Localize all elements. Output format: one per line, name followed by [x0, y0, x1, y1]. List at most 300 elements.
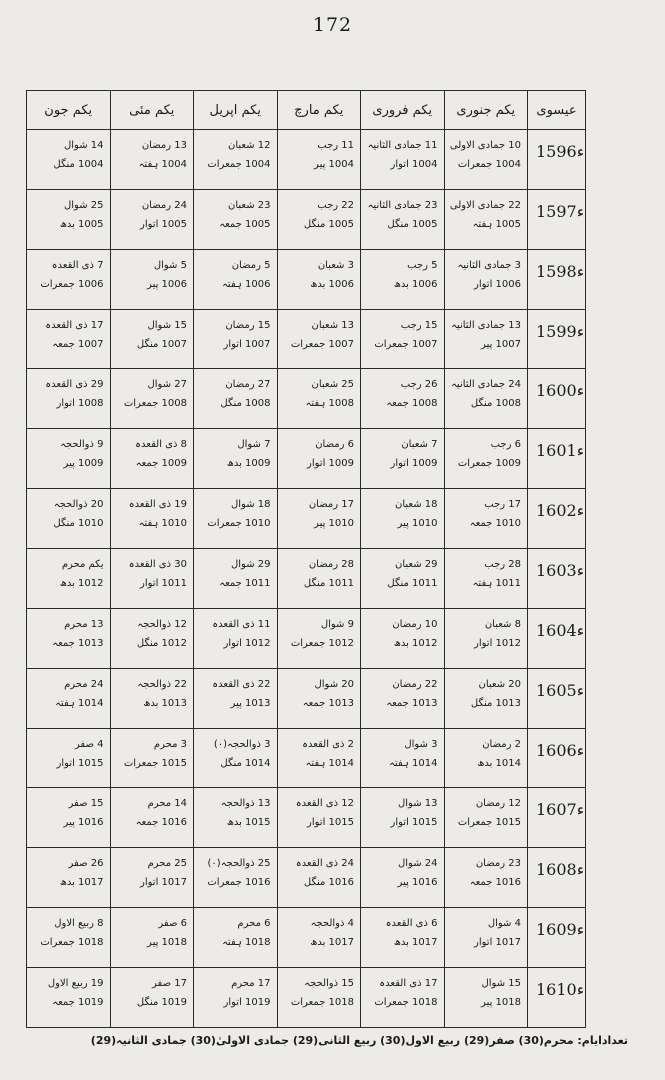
date-cell [444, 608, 528, 668]
hijri-date: 6 رمضان [315, 439, 354, 451]
header-row [27, 91, 586, 130]
date-cell [277, 249, 361, 309]
hijri-date: 30 ذی القعدہ [128, 559, 187, 571]
footer-month-lengths: تعدادایام: محرم(30) صفر(29) ربیع الاول(30) ربیع الثانی(29) جمادی الاولیٰ(30) جمادی الثانیہ(29) [90, 1034, 628, 1047]
hijri-year-weekday: 1012 بدھ [393, 637, 438, 649]
hijri-date: 3 ذوالحجہ(۰) [213, 738, 271, 750]
hijri-year-weekday: 1006 اتوار [474, 278, 521, 290]
hijri-year-weekday: 1013 جمعہ [52, 637, 104, 649]
hijri-date: 26 رجب [400, 379, 438, 391]
hijri-date: 7 شوال [237, 439, 271, 451]
hijri-year-weekday: 1004 منگل [53, 159, 104, 170]
hijri-date: 24 رمضان [141, 199, 187, 211]
hijri-date: 27 رمضان [225, 379, 271, 391]
date-cell [277, 968, 361, 1028]
hijri-date: 25 شعبان [311, 379, 354, 391]
hijri-date: 5 رجب [407, 259, 438, 271]
hijri-year-weekday: 1005 بدھ [59, 218, 104, 230]
date-cell [361, 668, 445, 728]
hijri-date: 8 ذی القعدہ [135, 439, 187, 451]
hijri-date: 13 رمضان [141, 140, 187, 151]
hijri-year-weekday: 1004 اتوار [390, 159, 438, 170]
date-cell [194, 848, 278, 908]
hijri-date: 28 رجب [484, 559, 521, 571]
hijri-date: 10 جمادی الاولی [449, 140, 521, 151]
date-cell [277, 309, 361, 369]
hijri-date: 20 شعبان [478, 678, 521, 690]
hijri-year-weekday: 1015 اتوار [390, 817, 438, 829]
hijri-year-weekday: 1018 ہفتہ [222, 937, 271, 949]
hijri-date: 23 جمادی الثانیہ [367, 199, 438, 211]
hijri-date: 23 رمضان [475, 858, 521, 870]
hijri-year-weekday: 1012 اتوار [474, 637, 521, 649]
year-cell: 1600ء [528, 369, 586, 429]
date-cell [194, 489, 278, 549]
date-cell [27, 489, 111, 549]
hijri-year-weekday: 1007 اتوار [223, 338, 271, 350]
date-cell [444, 489, 528, 549]
hijri-date: 3 محرم [153, 738, 187, 750]
date-cell [110, 848, 194, 908]
date-cell [444, 549, 528, 609]
hijri-date: 19 ذی القعدہ [128, 499, 187, 511]
year-cell: 1597ء [528, 189, 586, 249]
date-cell [277, 189, 361, 249]
hijri-year-weekday: 1014 منگل [220, 757, 271, 769]
hijri-date: 22 رجب [317, 199, 354, 211]
date-cell [194, 130, 278, 190]
hijri-year-weekday: 1009 بدھ [226, 458, 271, 470]
hijri-date: 29 شعبان [394, 559, 438, 571]
hijri-date: 13 محرم [64, 618, 104, 630]
date-cell [277, 848, 361, 908]
hijri-date: 8 شعبان [484, 618, 521, 630]
hijri-year-weekday: 1012 منگل [136, 637, 187, 649]
hijri-date: 15 صفر [68, 798, 104, 810]
date-cell [444, 309, 528, 369]
hijri-date: 19 ربیع الاول [47, 978, 104, 990]
hijri-date: 9 شوال [320, 618, 354, 630]
date-cell [361, 429, 445, 489]
hijri-date: 3 جمادی الثانیہ [457, 259, 521, 271]
table-row [27, 130, 586, 190]
date-cell [194, 189, 278, 249]
hijri-year-weekday: 1015 اتوار [307, 817, 354, 829]
hijri-year-weekday: 1004 جمعرات [207, 159, 271, 170]
hijri-year-weekday: 1018 جمعرات [290, 997, 354, 1009]
hijri-date: 22 ذوالحجہ [137, 678, 187, 690]
hijri-date: 24 ذی القعدہ [295, 858, 354, 870]
date-cell [194, 369, 278, 429]
hijri-date: 22 جمادی الاولی [449, 199, 521, 211]
date-cell [194, 608, 278, 668]
hijri-calendar-table [26, 90, 586, 1028]
date-cell [27, 549, 111, 609]
date-cell [27, 788, 111, 848]
hijri-year-weekday: 1013 جمعہ [302, 697, 354, 709]
hijri-date: 3 شوال [404, 738, 438, 750]
hijri-date: 25 شوال [63, 199, 104, 211]
hijri-year-weekday: 1015 جمعرات [123, 757, 187, 769]
date-cell [194, 788, 278, 848]
hijri-year-weekday: 1016 پیر [397, 877, 438, 889]
hijri-date: یکم محرم [61, 559, 104, 571]
date-cell [444, 788, 528, 848]
hijri-date: 6 رجب [490, 439, 521, 451]
hijri-date: 22 ذی القعدہ [212, 678, 271, 690]
hijri-year-weekday: 1010 پیر [397, 518, 438, 530]
hijri-date: 11 رجب [317, 140, 354, 151]
header-col: یکم مئی [110, 91, 194, 130]
hijri-year-weekday: 1010 جمعہ [469, 518, 521, 530]
hijri-date: 29 شوال [230, 559, 271, 571]
hijri-year-weekday: 1015 جمعرات [457, 817, 521, 829]
hijri-year-weekday: 1014 ہفتہ [305, 757, 354, 769]
hijri-date: 6 محرم [237, 918, 271, 930]
header-col: یکم مارچ [277, 91, 361, 130]
date-cell [361, 728, 445, 788]
date-cell [361, 369, 445, 429]
date-cell [27, 309, 111, 369]
hijri-year-weekday: 1017 اتوار [474, 937, 521, 949]
hijri-year-weekday: 1013 پیر [230, 697, 271, 709]
year-cell: 1601ء [528, 429, 586, 489]
hijri-date: 20 ذوالحجہ [53, 499, 104, 511]
date-cell [27, 189, 111, 249]
year-cell: 1606ء [528, 728, 586, 788]
date-cell [110, 309, 194, 369]
date-cell [27, 848, 111, 908]
hijri-year-weekday: 1008 اتوار [56, 398, 104, 410]
date-cell [277, 728, 361, 788]
table-row [27, 309, 586, 369]
date-cell [27, 130, 111, 190]
hijri-year-weekday: 1007 پیر [481, 338, 521, 350]
date-cell [444, 728, 528, 788]
hijri-year-weekday: 1017 بدھ [393, 937, 438, 949]
date-cell [27, 249, 111, 309]
hijri-year-weekday: 1007 جمعہ [52, 338, 104, 350]
table-row [27, 369, 586, 429]
hijri-date: 4 شوال [487, 918, 521, 930]
hijri-year-weekday: 1006 بدھ [310, 278, 354, 290]
date-cell [110, 189, 194, 249]
date-cell [277, 130, 361, 190]
date-cell [194, 668, 278, 728]
date-cell [361, 788, 445, 848]
year-cell: 1599ء [528, 309, 586, 369]
hijri-date: 5 رمضان [231, 259, 271, 271]
date-cell [27, 968, 111, 1028]
hijri-year-weekday: 1011 اتوار [140, 578, 187, 590]
hijri-date: 15 شوال [147, 319, 187, 331]
hijri-date: 12 رمضان [475, 798, 521, 810]
hijri-year-weekday: 1006 بدھ [393, 278, 438, 290]
date-cell [110, 788, 194, 848]
year-cell: 1609ء [528, 908, 586, 968]
hijri-year-weekday: 1009 اتوار [307, 458, 354, 470]
hijri-date: 17 صفر [152, 978, 187, 990]
hijri-year-weekday: 1013 جمعہ [386, 697, 438, 709]
table-row [27, 429, 586, 489]
hijri-year-weekday: 1019 اتوار [223, 997, 271, 1009]
hijri-date: 2 ذی القعدہ [302, 738, 354, 750]
date-cell [277, 369, 361, 429]
hijri-date: 6 صفر [158, 918, 187, 930]
hijri-year-weekday: 1016 منگل [303, 877, 354, 889]
table-row [27, 189, 586, 249]
header-col: یکم جنوری [444, 91, 528, 130]
date-cell [110, 549, 194, 609]
date-cell [444, 130, 528, 190]
hijri-year-weekday: 1006 جمعرات [40, 278, 104, 290]
hijri-year-weekday: 1011 جمعہ [219, 578, 271, 590]
hijri-date: 25 محرم [147, 858, 187, 870]
date-cell [444, 429, 528, 489]
hijri-date: 13 جمادی الثانیہ [451, 319, 521, 331]
hijri-year-weekday: 1018 پیر [147, 937, 187, 949]
date-cell [444, 189, 528, 249]
year-cell: 1603ء [528, 549, 586, 609]
date-cell [194, 728, 278, 788]
hijri-date: 15 ذوالحجہ [304, 978, 354, 990]
hijri-year-weekday: 1007 جمعرات [374, 338, 438, 350]
hijri-date: 11 ذی القعدہ [212, 618, 271, 630]
year-cell: 1607ء [528, 788, 586, 848]
hijri-year-weekday: 1011 ہفتہ [472, 578, 521, 590]
date-cell [361, 130, 445, 190]
hijri-year-weekday: 1009 جمعہ [135, 458, 187, 470]
hijri-year-weekday: 1004 ہفتہ [138, 159, 187, 170]
hijri-year-weekday: 1007 جمعرات [290, 338, 354, 350]
hijri-date: 12 ذوالحجہ [137, 618, 187, 630]
date-cell [277, 788, 361, 848]
year-cell: 1608ء [528, 848, 586, 908]
hijri-year-weekday: 1016 جمعہ [469, 877, 521, 889]
year-cell: 1605ء [528, 668, 586, 728]
date-cell [361, 549, 445, 609]
hijri-date: 17 ذی القعدہ [379, 978, 438, 990]
hijri-year-weekday: 1008 جمعہ [386, 398, 438, 410]
hijri-date: 5 شوال [153, 259, 187, 271]
hijri-date: 26 صفر [68, 858, 104, 870]
date-cell [110, 728, 194, 788]
year-cell: 1604ء [528, 608, 586, 668]
date-cell [361, 189, 445, 249]
hijri-date: 13 ذوالحجہ [220, 798, 271, 810]
table-row [27, 848, 586, 908]
hijri-date: 14 شوال [63, 140, 104, 151]
hijri-date: 12 شعبان [227, 140, 271, 151]
hijri-year-weekday: 1010 منگل [53, 518, 104, 530]
hijri-date: 29 ذی القعدہ [45, 379, 104, 391]
date-cell [361, 968, 445, 1028]
hijri-date: 24 محرم [64, 678, 104, 690]
hijri-date: 12 ذی القعدہ [295, 798, 354, 810]
hijri-year-weekday: 1008 منگل [470, 398, 521, 410]
table-row [27, 489, 586, 549]
date-cell [27, 908, 111, 968]
date-cell [110, 908, 194, 968]
date-cell [110, 668, 194, 728]
year-cell: 1598ء [528, 249, 586, 309]
hijri-year-weekday: 1017 بدھ [59, 877, 104, 889]
hijri-date: 18 شوال [230, 499, 271, 511]
date-cell [194, 549, 278, 609]
hijri-year-weekday: 1016 جمعرات [207, 877, 271, 889]
date-cell [361, 608, 445, 668]
hijri-date: 7 ذی القعدہ [51, 259, 104, 271]
date-cell [361, 848, 445, 908]
hijri-year-weekday: 1013 منگل [470, 697, 521, 709]
header-col: یکم اپریل [194, 91, 278, 130]
hijri-year-weekday: 1014 بدھ [477, 757, 521, 769]
hijri-date: 20 شوال [314, 678, 354, 690]
hijri-year-weekday: 1011 منگل [303, 578, 354, 590]
hijri-year-weekday: 1005 منگل [387, 218, 438, 230]
hijri-date: 17 محرم [231, 978, 271, 990]
hijri-year-weekday: 1018 جمعرات [40, 937, 104, 949]
hijri-year-weekday: 1008 جمعرات [123, 398, 187, 410]
hijri-year-weekday: 1006 ہفتہ [222, 278, 271, 290]
hijri-year-weekday: 1019 منگل [136, 997, 187, 1009]
hijri-year-weekday: 1015 بدھ [226, 817, 271, 829]
date-cell [444, 369, 528, 429]
hijri-year-weekday: 1005 ہفتہ [472, 218, 521, 230]
date-cell [110, 249, 194, 309]
hijri-year-weekday: 1016 جمعہ [135, 817, 187, 829]
table-row [27, 249, 586, 309]
date-cell [194, 309, 278, 369]
date-cell [277, 549, 361, 609]
hijri-year-weekday: 1019 جمعہ [52, 997, 104, 1009]
date-cell [110, 489, 194, 549]
hijri-date: 4 ذوالحجہ [310, 918, 354, 930]
table-row [27, 788, 586, 848]
hijri-date: 14 محرم [147, 798, 187, 810]
header-col: یکم فروری [361, 91, 445, 130]
date-cell [277, 429, 361, 489]
date-cell [277, 608, 361, 668]
page-number: 172 [312, 14, 353, 36]
hijri-year-weekday: 1005 اتوار [140, 218, 187, 230]
date-cell [194, 429, 278, 489]
hijri-year-weekday: 1008 ہفتہ [305, 398, 354, 410]
hijri-year-weekday: 1010 پیر [314, 518, 354, 530]
year-cell: 1610ء [528, 968, 586, 1028]
hijri-date: 8 ربیع الاول [54, 918, 104, 930]
hijri-year-weekday: 1004 پیر [314, 159, 354, 170]
hijri-year-weekday: 1015 اتوار [56, 757, 104, 769]
date-cell [110, 429, 194, 489]
date-cell [361, 249, 445, 309]
year-cell: 1596ء [528, 130, 586, 190]
date-cell [194, 968, 278, 1028]
hijri-date: 13 شوال [397, 798, 438, 810]
date-cell [110, 130, 194, 190]
hijri-year-weekday: 1009 جمعرات [457, 458, 521, 470]
table-row [27, 908, 586, 968]
hijri-date: 9 ذوالحجہ [60, 439, 104, 451]
table-row [27, 608, 586, 668]
hijri-date: 22 رمضان [392, 678, 438, 690]
hijri-date: 18 شعبان [394, 499, 438, 511]
date-cell [110, 608, 194, 668]
date-cell [444, 668, 528, 728]
hijri-year-weekday: 1018 پیر [481, 997, 521, 1009]
table-row [27, 668, 586, 728]
hijri-year-weekday: 1008 منگل [220, 398, 271, 410]
date-cell [27, 369, 111, 429]
hijri-year-weekday: 1016 پیر [63, 817, 104, 829]
hijri-year-weekday: 1005 منگل [303, 218, 354, 230]
date-cell [27, 728, 111, 788]
date-cell [444, 848, 528, 908]
table-row [27, 968, 586, 1028]
date-cell [194, 908, 278, 968]
hijri-date: 11 جمادی الثانیہ [367, 140, 438, 151]
hijri-year-weekday: 1017 اتوار [140, 877, 187, 889]
date-cell [277, 489, 361, 549]
hijri-date: 3 شعبان [317, 259, 354, 271]
date-cell [27, 429, 111, 489]
hijri-date: 4 صفر [74, 738, 104, 750]
hijri-date: 15 شوال [481, 978, 521, 990]
date-cell [361, 908, 445, 968]
hijri-year-weekday: 1004 جمعرات [457, 159, 521, 170]
table-row [27, 728, 586, 788]
hijri-year-weekday: 1011 منگل [387, 578, 438, 590]
hijri-year-weekday: 1010 جمعرات [207, 518, 271, 530]
header-col: یکم جون [27, 91, 111, 130]
date-cell [110, 369, 194, 429]
hijri-year-weekday: 1014 ہفتہ [55, 697, 104, 709]
hijri-year-weekday: 1007 منگل [136, 338, 187, 350]
hijri-date: 15 رمضان [225, 319, 271, 331]
hijri-year-weekday: 1010 ہفتہ [138, 518, 187, 530]
hijri-year-weekday: 1009 پیر [63, 458, 104, 470]
hijri-year-weekday: 1017 بدھ [310, 937, 354, 949]
hijri-date: 13 شعبان [311, 319, 354, 331]
date-cell [27, 668, 111, 728]
hijri-date: 24 شوال [397, 858, 438, 870]
hijri-year-weekday: 1012 اتوار [223, 637, 271, 649]
date-cell [277, 668, 361, 728]
hijri-year-weekday: 1013 بدھ [143, 697, 187, 709]
date-cell [444, 908, 528, 968]
hijri-date: 6 ذی القعدہ [385, 918, 438, 930]
hijri-date: 28 رمضان [308, 559, 354, 571]
hijri-year-weekday: 1012 جمعرات [290, 637, 354, 649]
date-cell [110, 968, 194, 1028]
hijri-date: 25 ذوالحجہ(۰) [207, 858, 271, 870]
hijri-date: 15 رجب [400, 319, 438, 331]
hijri-year-weekday: 1018 جمعرات [374, 997, 438, 1009]
hijri-date: 17 رمضان [308, 499, 354, 511]
hijri-date: 23 شعبان [227, 199, 271, 211]
date-cell [444, 249, 528, 309]
hijri-date: 24 جمادی الثانیہ [451, 379, 521, 391]
date-cell [361, 489, 445, 549]
date-cell [277, 908, 361, 968]
hijri-date: 2 رمضان [482, 738, 521, 750]
hijri-date: 10 رمضان [392, 618, 438, 630]
hijri-date: 7 شعبان [401, 439, 438, 451]
hijri-year-weekday: 1014 ہفتہ [389, 757, 438, 769]
hijri-year-weekday: 1009 اتوار [390, 458, 438, 470]
hijri-year-weekday: 1005 جمعہ [219, 218, 271, 230]
date-cell [194, 249, 278, 309]
